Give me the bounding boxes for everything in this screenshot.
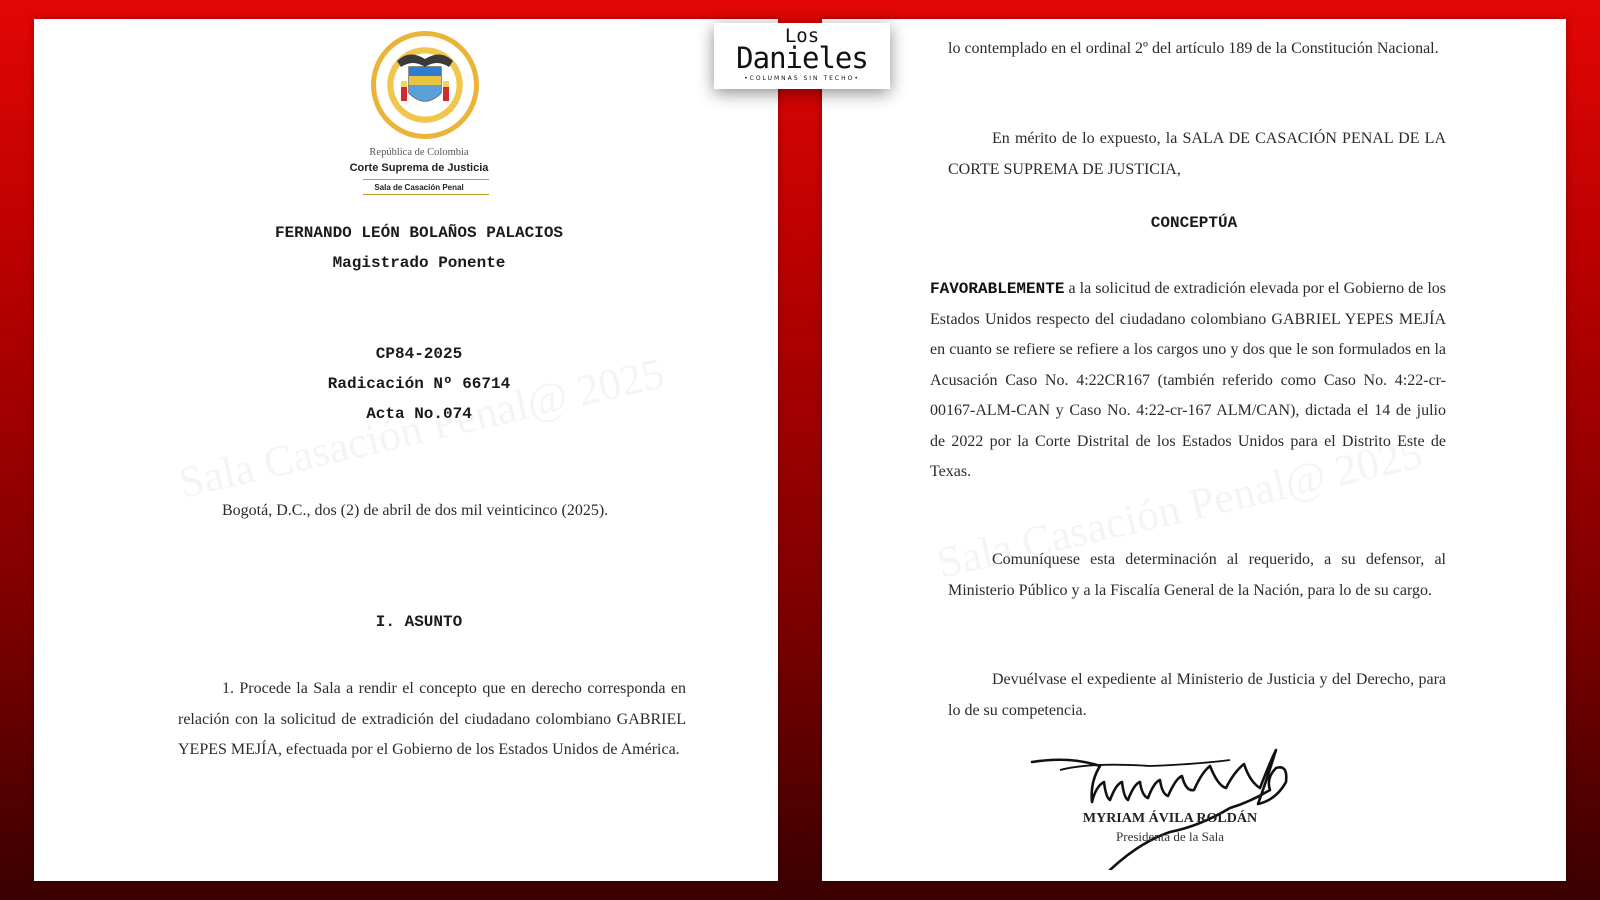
conceptua-heading: CONCEPTÚA [1150,214,1238,232]
signer-name: MYRIAM ÁVILA ROLDÁN [1082,811,1258,826]
devuelvase-paragraph [948,665,1446,726]
republica-label: República de Colombia [369,147,469,158]
merito-paragraph [948,124,1446,185]
asunto-text: 1. Procede la Sala a rendir el concepto que en derecho corresponda en relación con la solicitud de extradición del ciudadano colombiano GABRIEL YEPES MEJÍA, efectuada por el Gobierno de los Estados Unidos de América. [178,680,686,758]
radicacion: Radicación Nº 66714 [327,375,511,393]
merito-text: En mérito de lo expuesto, la SALA DE CASACIÓN PENAL DE LA CORTE SUPREMA DE JUSTICIA, [948,130,1446,178]
intro-paragraph: lo contemplado en el ordinal 2º del artículo 189 de la Constitución Nacional. [948,40,1439,57]
date-line [178,496,686,527]
section-title-asunto: I. ASUNTO [375,613,463,631]
favorable-paragraph [930,274,1446,488]
handwritten-signature-icon [1030,742,1300,870]
brand-tagline: •COLUMNAS SIN TECHO• [744,75,860,82]
favorable-lead: FAVORABLEMENTE [930,280,1065,298]
signer-title: Presidenta de la Sala [1116,829,1224,844]
date-text: Bogotá, D.C., dos (2) de abril de dos mil veinticinco (2025). [222,502,609,519]
brand-los: Los [784,25,820,47]
brand-danieles: Danieles [736,41,868,75]
header-divider-bottom [363,194,489,195]
magistrado-name: FERNANDO LEÓN BOLAÑOS PALACIOS [274,224,564,242]
comuniquese-paragraph [948,545,1446,606]
asunto-paragraph [178,674,686,766]
devuelvase-text: Devuélvase el expediente al Ministerio de Justicia y del Derecho, para lo de su competencia. [948,671,1446,719]
los-danieles-logo [714,23,890,89]
case-code: CP84-2025 [375,345,463,363]
favorable-text: a la solicitud de extradición elevada por el Gobierno de los Estados Unidos respecto del ciudadano colombiano GABRIEL YEPES MEJÍA en cuanto se refiere se refiere a los cargos uno y dos que le son formulados en la Acusación Caso No. 4:22CR167 (también referido como Caso No. 4:22-cr-00167-ALM-CAN y Caso No. 4:22-cr-167 ALM/CAN), dictada el 14 de julio de 2022 por la Corte Distrital de los Estados Unidos para el Distrito Este de Texas. [930,280,1446,480]
sala-label: Sala de Casación Penal [374,183,464,192]
coat-of-arms-icon [389,47,461,117]
corte-label: Corte Suprema de Justicia [349,162,489,174]
watermark-left [174,347,669,508]
header-divider [363,179,489,180]
document-page-left [34,19,778,881]
acta-number: Acta No.074 [366,405,472,423]
comuniquese-text: Comuníquese esta determinación al requerido, a su defensor, al Ministerio Público y a la Fiscalía General de la Nación, para lo de su cargo. [948,551,1446,599]
magistrado-role: Magistrado Ponente [332,254,506,272]
